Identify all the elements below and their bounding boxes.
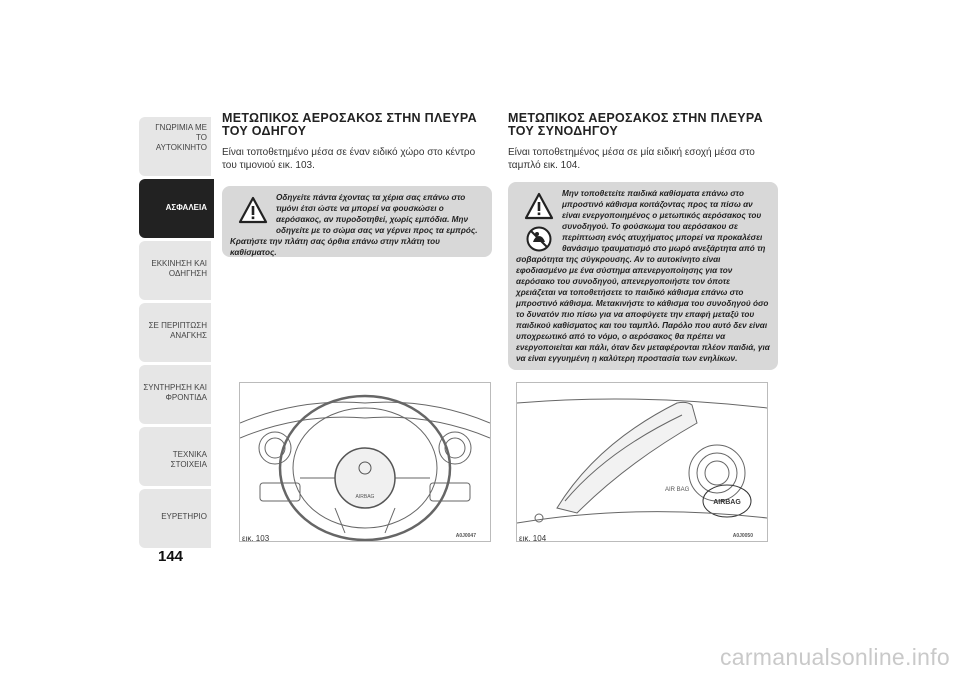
tab-intro[interactable]: ΓΝΩΡΙΜΙΑ ΜΕ ΤΟ ΑΥΤΟΚΙΝΗΤΟ — [139, 117, 211, 176]
warning-triangle-icon — [238, 196, 268, 224]
tab-maintenance[interactable]: ΣΥΝΤΗΡΗΣΗ ΚΑΙ ΦΡΟΝΤΙΔΑ — [139, 365, 211, 424]
section-body: Είναι τοποθετημένο μέσα σε έναν ειδικό χώρο στο κέντρο του τιμονιού εικ. 103. — [222, 147, 476, 171]
page-number: 144 — [158, 548, 184, 565]
figure-caption: εικ. 103 — [242, 534, 270, 543]
figure-caption: εικ. 104 — [519, 534, 547, 543]
air-bag-label: AIR BAG — [665, 487, 690, 493]
figure-104 — [516, 382, 768, 542]
airbag-detail-label: AIRBAG — [713, 499, 741, 506]
figure-code: A0J0050 — [732, 533, 753, 539]
warning-box — [508, 182, 778, 370]
tab-safety[interactable]: ΑΣΦΑΛΕΙΑ — [139, 179, 211, 238]
warning-box — [222, 186, 492, 257]
section-heading: ΜΕΤΩΠΙΚΟΣ ΑΕΡΟΣΑΚΟΣ ΣΤΗΝ ΠΛΕΥΡΑ ΤΟΥ ΣΥΝΟΔΗΓΟΥ — [508, 111, 763, 138]
warning-text: Μην τοποθετείτε παιδικά καθίσματα επάνω στο μπροστινό κάθισμα κοιτάζοντας προς τα πίσω αν είναι ενεργοποιημένος ο μετωπικός αερόσακος του συνοδηγού. Το φούσκωμα του αερόσακου σε περίπτωση ενός ατυχήματος μπορεί να προκαλέσει θανάσιμο τραυματισμό στο μωρό ανεξάρτητα από τη σοβαρότητα της σύγκρουσης. Αν το αυτοκίνητο είναι εφοδιασμένο με ένα σύστημα απενεργοποίησης για τον αερόσακο του συνοδηγού, απενεργοποιήστε τον όποτε χρειάζεται να τοποθετήσετε το παιδικό κάθισμα επάνω στο μπροστινό κάθισμα. Μετακινήστε το κάθισμα του συνοδηγού όσο το δυνατόν πιο πίσω για να αποφύγετε την επαφή μεταξύ του παιδικού καθίσματος και του ταμπλό. Παρόλο που αυτό δεν είναι υποχρεωτικό από το νόμο, ο αερόσακος θα πρέπει να ενεργοποιείται και πάλι, όταν δεν μεταφέρονται πλέον παιδιά, για να είναι εγγυημένη η καλύτερη προστασία των ενηλίκων. — [516, 189, 770, 363]
figure-code: A0J0047 — [455, 533, 476, 539]
tab-emergency[interactable]: ΣΕ ΠΕΡΙΠΤΩΣΗ ΑΝΑΓΚΗΣ — [139, 303, 211, 362]
chapter-tabs — [139, 117, 211, 551]
passenger-airbag-section — [508, 112, 778, 370]
section-heading: ΜΕΤΩΠΙΚΟΣ ΑΕΡΟΣΑΚΟΣ ΣΤΗΝ ΠΛΕΥΡΑ ΤΟΥ ΟΔΗΓΟΥ — [222, 111, 477, 138]
airbag-hub-label: AIRBAG — [355, 494, 375, 500]
tab-index[interactable]: ΕΥΡΕΤΗΡΙΟ — [139, 489, 211, 548]
steering-wheel-illustration — [240, 383, 490, 541]
tab-technical-data[interactable]: ΤΕΧΝΙΚΑ ΣΤΟΙΧΕΙΑ — [139, 427, 211, 486]
figure-103 — [239, 382, 491, 542]
tab-starting-driving[interactable]: ΕΚΚΙΝΗΣΗ ΚΑΙ ΟΔΗΓΗΣΗ — [139, 241, 211, 300]
driver-airbag-section — [222, 112, 492, 257]
watermark: carmanualsonline.info — [719, 644, 950, 670]
warning-text: Οδηγείτε πάντα έχοντας τα χέρια σας επάνω στο τιμόνι έτσι ώστε να μπορεί να φουσκώσει ο αερόσακος, αν πυροδοτηθεί, χωρίς εμπόδια. Μην οδηγείτε με το σώμα σας να γέρνει προς τα εμπρός. Κρατήστε την πλάτη σας όρθια επάνω στην πλάτη του καθίσματος. — [230, 193, 478, 257]
section-body: Είναι τοποθετημένος μέσα σε μία ειδική εσοχή μέσα στο ταμπλό εικ. 104. — [508, 147, 755, 171]
no-child-seat-airbag-icon — [526, 226, 552, 252]
passenger-dashboard-illustration — [517, 383, 767, 541]
warning-triangle-icon — [524, 192, 554, 220]
